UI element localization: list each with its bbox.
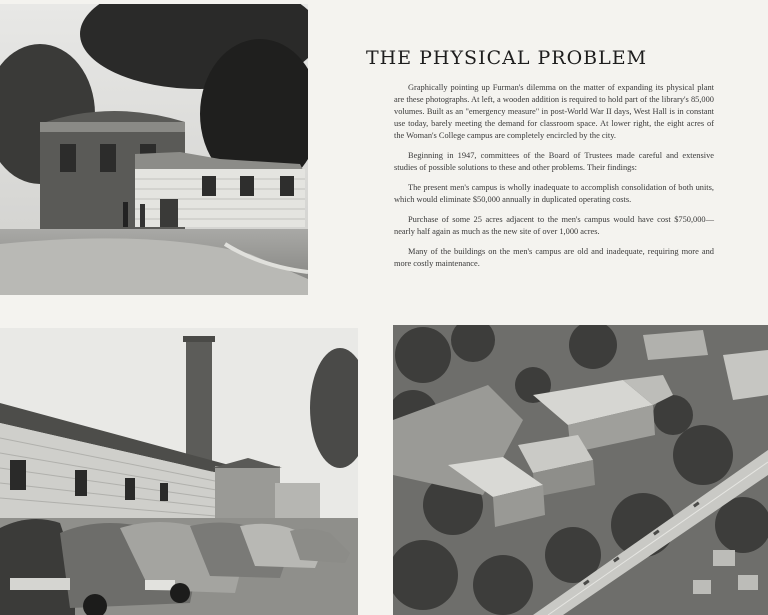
paragraph-finding-consolidation: The present men's campus is wholly inadequate to accomplish consolidation of both units, which would eliminate $50,000 annually in duplicated operating costs. <box>394 183 714 204</box>
page-title: THE PHYSICAL PROBLEM <box>366 47 648 69</box>
paragraph-intro: Graphically pointing up Furman's dilemma on the matter of expanding its physical plant are these photographs. At left, a wooden addition is required to hold part of the library's 85,000 volumes. Built as an "emergency measure" in post-World War II days, West Hall is in constant use today, barely meeting the demand for classroom space. At lower right, the eight acres of the Woman's College campus are completely encircled by the city. <box>394 83 714 140</box>
paragraph-finding-maintenance: Many of the buildings on the men's campus are old and inadequate, requiring more and more costly maintenance. <box>394 247 714 268</box>
photo-aerial-campus <box>393 325 768 615</box>
photo-library-addition <box>0 4 308 295</box>
photo-aerial-campus-icon <box>393 325 768 615</box>
photo-west-hall-icon <box>0 328 358 615</box>
photo-library-addition-icon <box>0 4 308 295</box>
paragraph-finding-purchase: Purchase of some 25 acres adjacent to the men's campus would have cost $750,000—nearly half again as much as the new site of over 1,000 acres. <box>394 215 714 236</box>
article-body <box>394 82 714 278</box>
paragraph-committees: Beginning in 1947, committees of the Board of Trustees made careful and extensive studies of possible solutions to these and other problems. Their findings: <box>394 151 714 172</box>
photo-west-hall <box>0 328 358 615</box>
